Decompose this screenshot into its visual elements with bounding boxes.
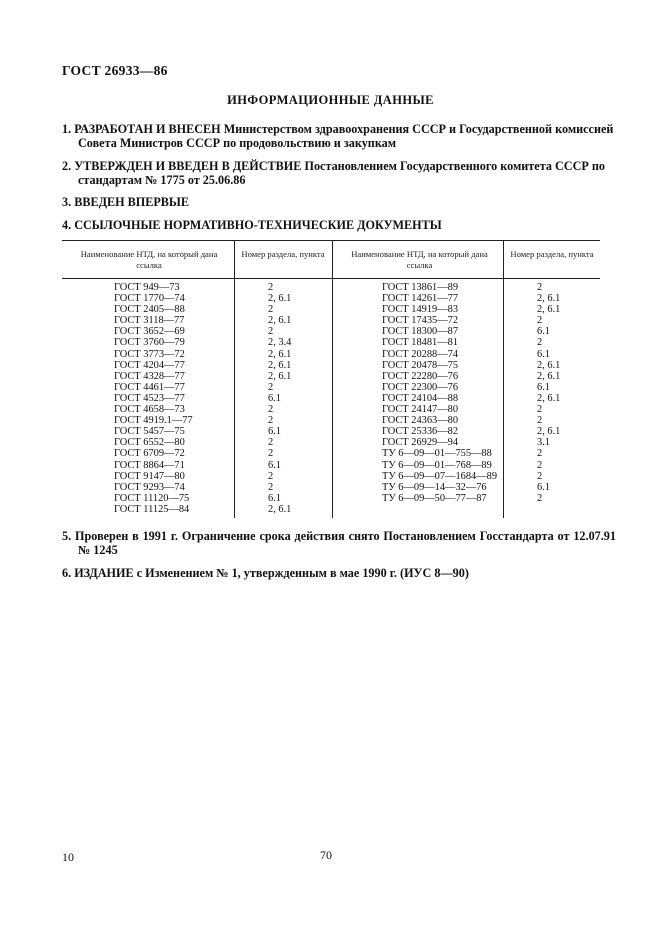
table-cell-section: 2 <box>537 492 543 504</box>
table-cell-document: ТУ 6—09—07—1684—89 <box>382 470 498 482</box>
table-cell-section: 2 <box>268 481 274 493</box>
table-cell-section: 2 <box>268 381 274 393</box>
page-number-center: 70 <box>320 848 332 862</box>
table-cell-section: 2, 6.1 <box>537 370 561 382</box>
table-cell-document: ГОСТ 13861—89 <box>382 282 459 293</box>
section-title: ИНФОРМАЦИОННЫЕ ДАННЫЕ <box>227 93 434 107</box>
table-cell-document: ГОСТ 6709—72 <box>114 448 185 460</box>
table-cell-section: 2, 3.4 <box>268 337 292 349</box>
column-divider <box>503 240 504 518</box>
table-cell-document: ТУ 6—09—14—32—76 <box>382 481 487 493</box>
table-cell-section: 3.1 <box>537 437 550 449</box>
table-cell-section: 2 <box>268 415 274 427</box>
table-cell-document: ГОСТ 5457—75 <box>114 426 185 438</box>
column-header-doc-left: Наименование НТД, на который дана ссылка <box>80 249 218 270</box>
column-divider <box>234 240 235 518</box>
right-doc-column <box>382 282 497 504</box>
table-cell-document: ГОСТ 8864—71 <box>114 459 185 471</box>
table-cell-document: ГОСТ 11120—75 <box>114 492 190 504</box>
table-cell-document: ГОСТ 14261—77 <box>382 293 459 305</box>
table-cell-section: 6.1 <box>268 459 281 471</box>
table-cell-document: ГОСТ 2405—88 <box>114 304 185 316</box>
item-lead: ВВЕДЕН ВПЕРВЫЕ <box>74 195 190 209</box>
table-cell-document: ГОСТ 4919.1—77 <box>114 415 193 427</box>
item-lead: ССЫЛОЧНЫЕ НОРМАТИВНО-ТЕХНИЧЕСКИЕ ДОКУМЕНТЫ <box>74 218 442 232</box>
right-section-column <box>537 282 560 504</box>
table-cell-section: 2 <box>537 448 543 460</box>
table-cell-document: ГОСТ 18481—81 <box>382 337 459 349</box>
table-cell-section: 2 <box>268 304 274 316</box>
table-cell-section: 2 <box>268 448 274 460</box>
table-header-border <box>62 278 600 279</box>
column-divider <box>332 240 333 518</box>
info-item-5 <box>62 529 616 557</box>
info-item-6 <box>62 566 600 580</box>
table-cell-section: 2 <box>268 437 274 449</box>
table-cell-section: 2 <box>537 459 543 471</box>
item-text: Постановлением Государственного комитета СССР по стандартам № 1775 от 25.06.86 <box>78 159 605 187</box>
table-cell-section: 2, 6.1 <box>268 315 292 327</box>
table-cell-document: ГОСТ 22280—76 <box>382 370 459 382</box>
table-cell-document: ГОСТ 22300—76 <box>382 381 459 393</box>
item-text: Министерством здравоохранения СССР и Государственной комиссией Совета Министров СССР по продовольствию и закупкам <box>78 122 614 150</box>
table-cell-document: ТУ 6—09—01—768—89 <box>382 459 492 471</box>
table-cell-section: 6.1 <box>537 481 550 493</box>
table-cell-section: 2, 6.1 <box>537 304 561 316</box>
table-cell-section: 6.1 <box>537 326 550 338</box>
table-cell-document: ГОСТ 949—73 <box>114 282 180 293</box>
table-cell-section: 2 <box>537 282 543 293</box>
table-cell-section: 6.1 <box>537 381 550 393</box>
table-cell-document: ГОСТ 26929—94 <box>382 437 459 449</box>
item-number: 5. <box>62 529 72 543</box>
table-cell-document: ГОСТ 3760—79 <box>114 337 185 349</box>
item-number: 3. <box>62 195 72 209</box>
table-cell-document: ГОСТ 25336—82 <box>382 426 459 438</box>
table-top-border <box>62 240 600 241</box>
table-cell-section: 2 <box>537 470 543 482</box>
table-cell-section: 6.1 <box>268 426 281 438</box>
standard-code: ГОСТ 26933—86 <box>62 63 168 78</box>
item-text: с Изменением № 1, утвержденным в мае 1990 г. (ИУС 8—90) <box>136 566 469 580</box>
item-number: 1. <box>62 122 72 136</box>
table-cell-document: ГОСТ 20478—75 <box>382 359 459 371</box>
column-header-doc-right: Наименование НТД, на который дана ссылка <box>351 249 488 270</box>
info-item-2 <box>62 159 616 187</box>
column-header-section-left: Номер раздела, пункта <box>241 249 325 259</box>
page-number-left: 10 <box>62 850 74 864</box>
table-cell-document: ГОСТ 18300—87 <box>382 326 459 338</box>
item-lead: УТВЕРЖДЕН И ВВЕДЕН В ДЕЙСТВИЕ <box>74 159 302 173</box>
table-cell-document: ГОСТ 3652—69 <box>114 326 185 338</box>
table-cell-document: ГОСТ 24147—80 <box>382 404 459 416</box>
item-text: Проверен в 1991 г. Ограничение срока действия снято Постановлением Госстандарта от 12.07.91 № 1245 <box>75 529 616 557</box>
item-number: 4. <box>62 218 72 232</box>
item-number: 2. <box>62 159 72 173</box>
table-cell-section: 2, 6.1 <box>537 293 561 305</box>
table-cell-document: ГОСТ 24104—88 <box>382 392 459 404</box>
left-doc-column <box>114 282 193 515</box>
table-cell-document: ГОСТ 14919—83 <box>382 304 459 316</box>
table-cell-section: 2 <box>268 404 274 416</box>
table-cell-document: ГОСТ 24363—80 <box>382 415 459 427</box>
table-cell-section: 2 <box>537 337 543 349</box>
left-section-column <box>268 282 291 515</box>
table-cell-section: 6.1 <box>537 348 550 360</box>
table-cell-document: ГОСТ 20288—74 <box>382 348 459 360</box>
table-cell-document: ГОСТ 6552—80 <box>114 437 185 449</box>
table-cell-section: 2, 6.1 <box>537 359 561 371</box>
table-cell-section: 2 <box>537 415 543 427</box>
table-cell-document: ГОСТ 9147—80 <box>114 470 185 482</box>
table-cell-section: 2, 6.1 <box>268 359 292 371</box>
item-lead: РАЗРАБОТАН И ВНЕСЕН <box>74 122 221 136</box>
table-cell-document: ТУ 6—09—01—755—88 <box>382 448 492 460</box>
info-item-1 <box>62 122 616 150</box>
table-cell-section: 2 <box>268 470 274 482</box>
table-cell-section: 2 <box>537 315 543 327</box>
table-cell-document: ГОСТ 11125—84 <box>114 503 190 515</box>
table-cell-section: 2 <box>268 282 274 293</box>
table-cell-document: ТУ 6—09—50—77—87 <box>382 492 487 504</box>
table-cell-document: ГОСТ 4204—77 <box>114 359 185 371</box>
reference-documents-table <box>62 240 600 518</box>
table-cell-section: 2 <box>537 404 543 416</box>
table-cell-document: ГОСТ 1770—74 <box>114 293 185 305</box>
table-cell-section: 6.1 <box>268 492 281 504</box>
table-cell-document: ГОСТ 4461—77 <box>114 381 185 393</box>
info-item-3 <box>62 195 600 209</box>
item-lead: ИЗДАНИЕ <box>74 566 134 580</box>
table-cell-section: 2, 6.1 <box>268 348 292 360</box>
table-cell-document: ГОСТ 3773—72 <box>114 348 185 360</box>
table-cell-section: 2, 6.1 <box>537 426 561 438</box>
table-cell-section: 2, 6.1 <box>268 370 292 382</box>
table-cell-document: ГОСТ 4523—77 <box>114 392 185 404</box>
table-cell-section: 2, 6.1 <box>268 503 292 515</box>
table-cell-document: ГОСТ 4328—77 <box>114 370 185 382</box>
column-header-section-right: Номер раздела, пункта <box>510 249 594 259</box>
table-cell-section: 2 <box>268 326 274 338</box>
table-cell-section: 2, 6.1 <box>537 392 561 404</box>
table-cell-document: ГОСТ 3118—77 <box>114 315 185 327</box>
item-number: 6. <box>62 566 72 580</box>
table-cell-section: 2, 6.1 <box>268 293 292 305</box>
table-cell-document: ГОСТ 17435—72 <box>382 315 459 327</box>
table-cell-document: ГОСТ 4658—73 <box>114 404 185 416</box>
table-cell-section: 6.1 <box>268 392 281 404</box>
table-cell-document: ГОСТ 9293—74 <box>114 481 185 493</box>
info-item-4 <box>62 218 600 232</box>
